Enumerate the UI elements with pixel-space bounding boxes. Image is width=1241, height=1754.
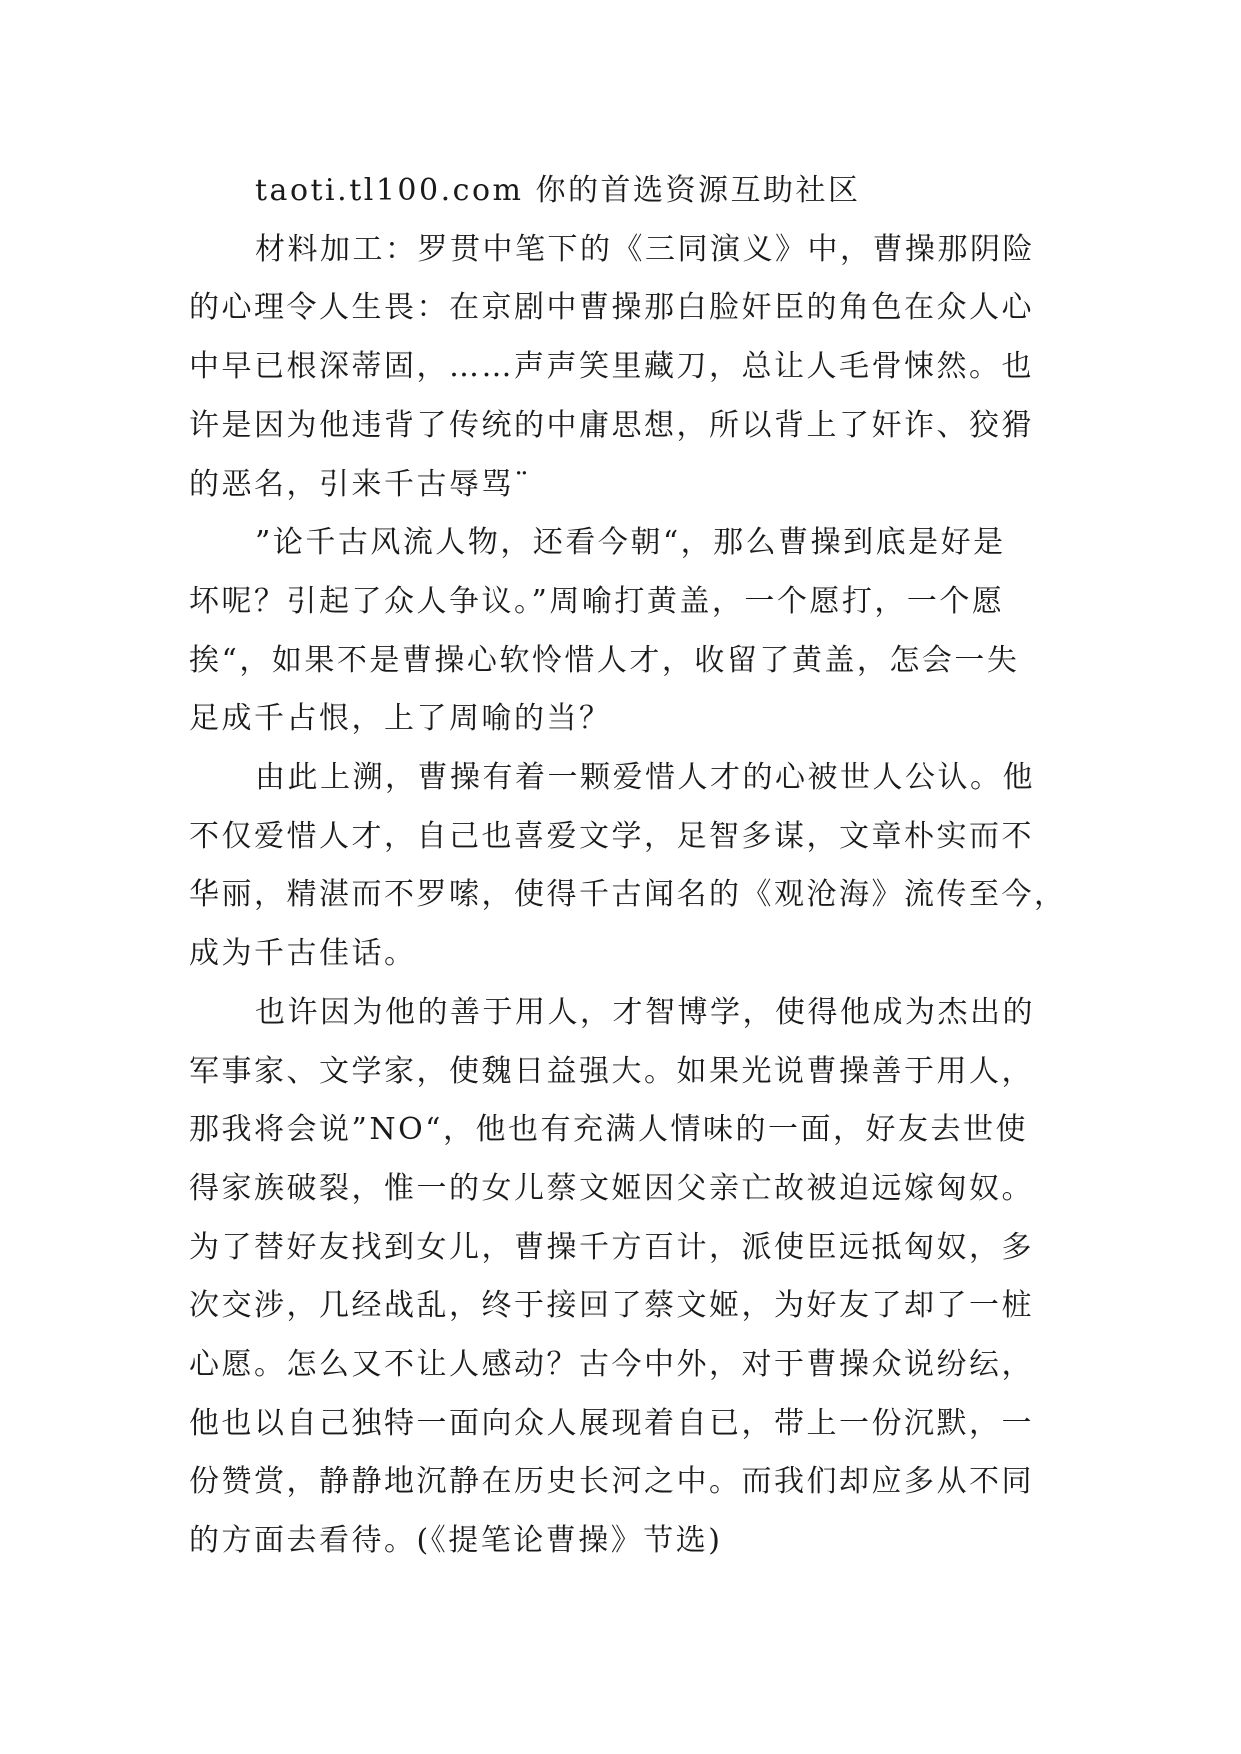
paragraph-line: 份赞赏，静静地沉静在历史长河之中。而我们却应多从不同 [189, 1464, 1034, 1500]
paragraph-line: 挨“，如果不是曹操心软怜惜人才，收留了黄盖，怎会一失 [189, 642, 1020, 678]
paragraph-line: 不仅爱惜人才，自己也喜爱文学，足智多谋，文章朴实而不 [189, 818, 1034, 854]
paragraph-2 [189, 514, 1059, 749]
paragraph-line: 也许因为他的善于用人，才智博学，使得他成为杰出的 [255, 994, 1035, 1030]
paragraph-line: 的方面去看待。(《提笔论曹操》节选) [189, 1523, 723, 1559]
paragraph-line: 中早已根深蒂固，……声声笑里藏刀，总让人毛骨悚然。也 [189, 349, 1034, 385]
paragraph-line: 得家族破裂，惟一的女儿蔡文姬因父亲亡故被迫远嫁匈奴。 [189, 1170, 1034, 1206]
paragraph-line: 华丽，精湛而不罗嗦，使得千古闻名的《观沧海》流传至今， [189, 877, 1067, 913]
paragraph-line: 那我将会说”NO“，他也有充满人情味的一面，好友去世使 [189, 1112, 1029, 1148]
paragraph-line: 成为千古佳话。 [189, 936, 417, 972]
paragraph-3 [189, 749, 1067, 984]
paragraph-line: 次交涉，几经战乱，终于接回了蔡文姬，为好友了却了一桩 [189, 1288, 1034, 1324]
paragraph-line: 材料加工：罗贯中笔下的《三同演义》中，曹操那阴险 [255, 231, 1035, 267]
paragraph-line: 由此上溯，曹操有着一颗爱惜人才的心被世人公认。他 [255, 760, 1035, 796]
paragraph-line: 许是因为他违背了传统的中庸思想，所以背上了奸诈、狡猾 [189, 407, 1034, 443]
paragraph-line: 他也以自己独特一面向众人展现着自已，带上一份沉默，一 [189, 1405, 1034, 1441]
paragraph-1 [189, 221, 1059, 515]
paragraph-line: 为了替好友找到女儿，曹操千方百计，派使臣远抵匈奴，多 [189, 1229, 1034, 1265]
header-line-text: taoti.tl100.com 你的首选资源互助社区 [255, 173, 861, 208]
paragraph-line: ”论千古风流人物，还看今朝“，那么曹操到底是好是 [255, 525, 1006, 561]
paragraph-line: 的恶名，引来千古辱骂¨ [189, 466, 532, 502]
paragraph-line: 军事家、文学家，使魏日益强大。如果光说曹操善于用人， [189, 1053, 1034, 1089]
paragraph-line: 的心理令人生畏：在京剧中曹操那白脸奸臣的角色在众人心 [189, 290, 1034, 326]
paragraph-line: 坏呢？引起了众人争议。”周喻打黄盖，一个愿打，一个愿 [189, 583, 1005, 619]
paragraph-line: 心愿。怎么又不让人感动？古今中外，对于曹操众说纷纭， [189, 1347, 1034, 1383]
document-body [189, 162, 1067, 1571]
header-line [189, 162, 1059, 221]
paragraph-4 [189, 984, 1059, 1571]
paragraph-line: 足成千占恨，上了周喻的当？ [189, 701, 612, 737]
